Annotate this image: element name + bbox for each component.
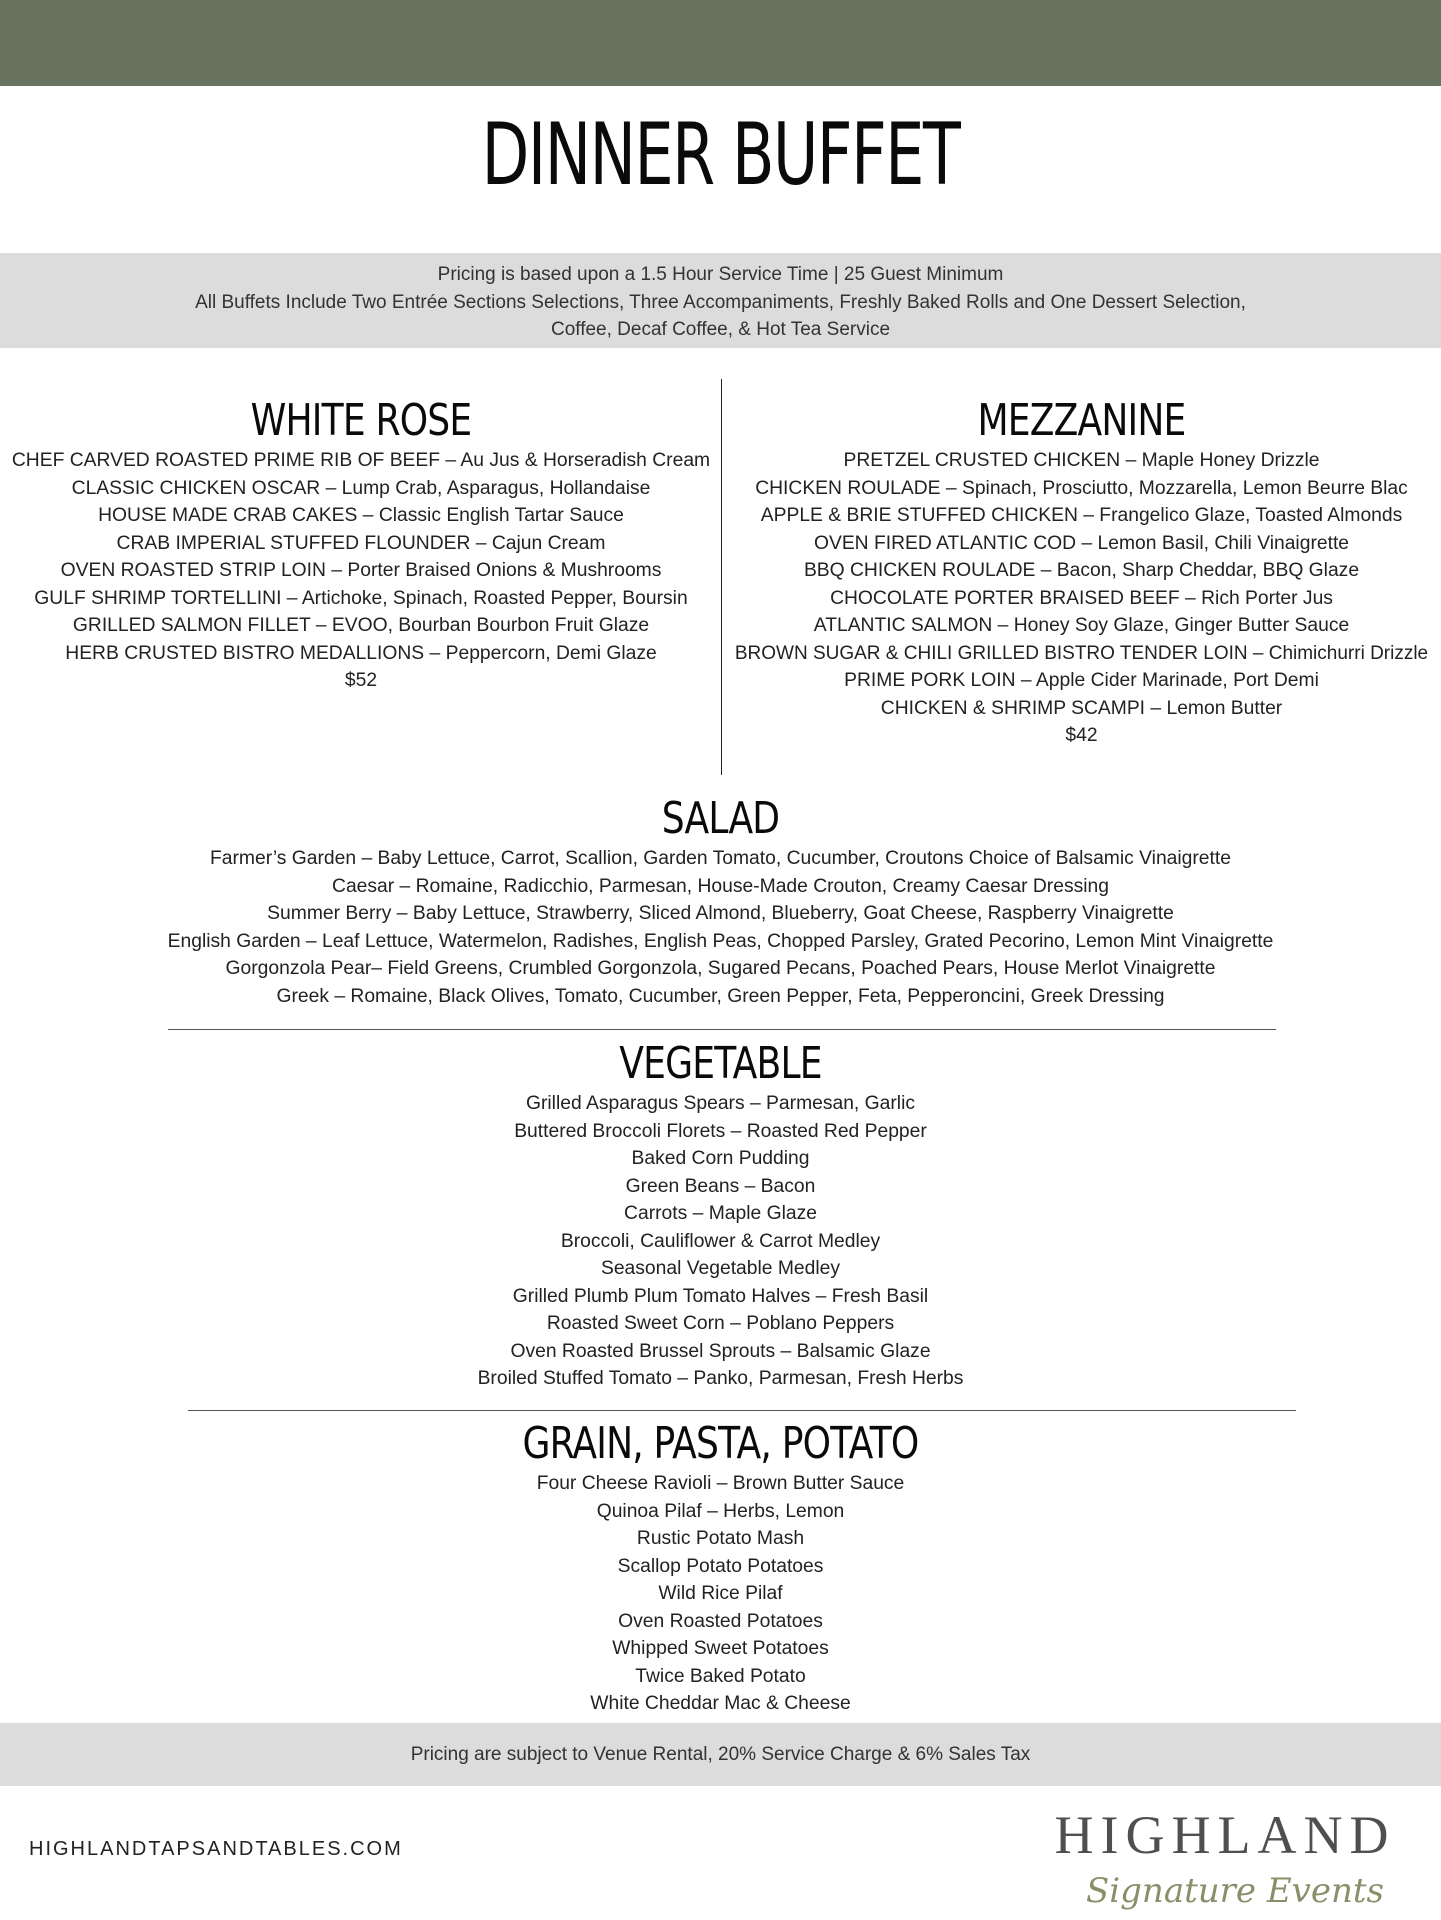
highland-logo bbox=[1035, 1805, 1415, 1915]
vegetable-item: Seasonal Vegetable Medley bbox=[600, 1258, 841, 1279]
menu-item: APPLE & BRIE STUFFED CHICKEN – Frangelico Glaze, Toasted Almonds bbox=[760, 505, 1403, 526]
menu-item: CHEF CARVED ROASTED PRIME RIB OF BEEF – Au Jus & Horseradish Cream bbox=[11, 450, 711, 471]
pricing-note-bar bbox=[0, 1723, 1441, 1786]
menu-item: PRIME PORK LOIN – Apple Cider Marinade, Port Demi bbox=[844, 670, 1319, 691]
section-divider bbox=[168, 1029, 1276, 1030]
vegetable-item: Broccoli, Cauliflower & Carrot Medley bbox=[560, 1230, 881, 1252]
vegetable-item: Buttered Broccoli Florets – Roasted Red Pepper bbox=[514, 1120, 927, 1142]
mezzanine-title: MEZZANINE bbox=[977, 395, 1186, 446]
menu-item: BROWN SUGAR & CHILI GRILLED BISTRO TENDER LOIN – Chimichurri Drizzle bbox=[734, 642, 1429, 664]
menu-item: OVEN FIRED ATLANTIC COD – Lemon Basil, Chili Vinaigrette bbox=[813, 532, 1350, 554]
salad-item: Gorgonzola Pear– Field Greens, Crumbled Gorgonzola, Sugared Pecans, Poached Pears, House Merlot Vinaigrette bbox=[225, 958, 1216, 979]
logo-wordmark: HIGHLAND bbox=[1054, 1805, 1396, 1865]
info-line: Pricing is based upon a 1.5 Hour Service Time | 25 Guest Minimum bbox=[437, 264, 1004, 285]
menu-item: PRETZEL CRUSTED CHICKEN – Maple Honey Drizzle bbox=[843, 450, 1320, 471]
salad-item: English Garden – Leaf Lettuce, Watermelon, Radishes, English Peas, Chopped Parsley, Grated Pecorino, Lemon Mint Vinaigrette bbox=[167, 930, 1274, 952]
grain-title: GRAIN, PASTA, POTATO bbox=[522, 1418, 919, 1469]
menu-item: CLASSIC CHICKEN OSCAR – Lump Crab, Asparagus, Hollandaise bbox=[71, 477, 651, 499]
mezzanine-price: $42 bbox=[1065, 725, 1098, 746]
menu-item: CHICKEN ROULADE – Spinach, Prosciutto, Mozzarella, Lemon Beurre Blac bbox=[755, 477, 1408, 499]
grain-item: Rustic Potato Mash bbox=[636, 1528, 805, 1549]
menu-item: OVEN ROASTED STRIP LOIN – Porter Braised Onions & Mushrooms bbox=[60, 560, 662, 581]
grain-item: Twice Baked Potato bbox=[635, 1665, 806, 1687]
menu-item: CHICKEN & SHRIMP SCAMPI – Lemon Butter bbox=[880, 697, 1283, 719]
menu-item: BBQ CHICKEN ROULADE – Bacon, Sharp Cheddar, BBQ Glaze bbox=[803, 560, 1360, 581]
pricing-note: Pricing are subject to Venue Rental, 20% Service Charge & 6% Sales Tax bbox=[410, 1744, 1031, 1765]
salad-item: Summer Berry – Baby Lettuce, Strawberry, Sliced Almond, Blueberry, Goat Cheese, Raspberry Vinaigrette bbox=[267, 903, 1174, 924]
website-link[interactable]: HIGHLANDTAPSANDTABLES.COM bbox=[29, 1838, 403, 1860]
salad-item: Greek – Romaine, Black Olives, Tomato, Cucumber, Green Pepper, Feta, Pepperoncini, Greek Dressing bbox=[276, 985, 1165, 1007]
pricing-info-bar bbox=[0, 253, 1441, 348]
grain-item: Quinoa Pilaf – Herbs, Lemon bbox=[596, 1500, 845, 1522]
vegetable-item: Grilled Asparagus Spears – Parmesan, Garlic bbox=[525, 1093, 915, 1114]
grain-item: Whipped Sweet Potatoes bbox=[612, 1638, 829, 1659]
vegetable-item: Oven Roasted Brussel Sprouts – Balsamic Glaze bbox=[510, 1340, 931, 1362]
vegetable-title: VEGETABLE bbox=[619, 1038, 822, 1089]
page-title: DINNER BUFFET bbox=[481, 105, 960, 205]
vegetable-item: Broiled Stuffed Tomato – Panko, Parmesan, Fresh Herbs bbox=[477, 1368, 964, 1389]
salad-section bbox=[0, 793, 1441, 1010]
info-line: All Buffets Include Two Entrée Sections Selections, Three Accompaniments, Freshly Baked Rolls and One Dessert Selection, bbox=[195, 291, 1246, 313]
vegetable-item: Roasted Sweet Corn – Poblano Peppers bbox=[546, 1313, 895, 1334]
grain-item: Wild Rice Pilaf bbox=[658, 1583, 783, 1604]
mezzanine-section bbox=[722, 395, 1441, 750]
vegetable-item: Grilled Plumb Plum Tomato Halves – Fresh Basil bbox=[512, 1285, 929, 1307]
grain-pasta-potato-section bbox=[0, 1418, 1441, 1718]
section-divider bbox=[188, 1410, 1296, 1411]
salad-item: Caesar – Romaine, Radicchio, Parmesan, House-Made Crouton, Creamy Caesar Dressing bbox=[332, 875, 1109, 897]
white-rose-section bbox=[0, 395, 722, 695]
menu-item: GULF SHRIMP TORTELLINI – Artichoke, Spinach, Roasted Pepper, Boursin bbox=[34, 587, 688, 609]
logo-script: Signature Events bbox=[1086, 1871, 1384, 1911]
salad-title: SALAD bbox=[661, 793, 780, 844]
white-rose-price: $52 bbox=[344, 670, 378, 691]
menu-item: GRILLED SALMON FILLET – EVOO, Bourban Bourbon Fruit Glaze bbox=[72, 615, 650, 636]
menu-item: HERB CRUSTED BISTRO MEDALLIONS – Peppercorn, Demi Glaze bbox=[65, 642, 657, 664]
menu-item: CRAB IMPERIAL STUFFED FLOUNDER – Cajun Cream bbox=[116, 532, 606, 554]
menu-item: ATLANTIC SALMON – Honey Soy Glaze, Ginger Butter Sauce bbox=[813, 615, 1350, 636]
menu-item: HOUSE MADE CRAB CAKES – Classic English Tartar Sauce bbox=[98, 505, 624, 526]
menu-item: CHOCOLATE PORTER BRAISED BEEF – Rich Porter Jus bbox=[830, 587, 1333, 609]
vegetable-item: Baked Corn Pudding bbox=[631, 1148, 810, 1169]
white-rose-title: WHITE ROSE bbox=[250, 395, 472, 446]
grain-item: Four Cheese Ravioli – Brown Butter Sauce bbox=[536, 1473, 905, 1494]
top-color-bar bbox=[0, 0, 1441, 86]
info-line: Coffee, Decaf Coffee, & Hot Tea Service bbox=[550, 319, 891, 340]
vegetable-item: Green Beans – Bacon bbox=[625, 1175, 816, 1197]
vegetable-item: Carrots – Maple Glaze bbox=[624, 1203, 817, 1224]
grain-item: Scallop Potato Potatoes bbox=[617, 1555, 824, 1577]
grain-item: Oven Roasted Potatoes bbox=[618, 1610, 823, 1632]
grain-item: White Cheddar Mac & Cheese bbox=[590, 1693, 851, 1714]
salad-item: Farmer’s Garden – Baby Lettuce, Carrot, Scallion, Garden Tomato, Cucumber, Croutons Choice of Balsamic Vinaigrette bbox=[210, 848, 1231, 869]
vegetable-section bbox=[0, 1038, 1441, 1393]
